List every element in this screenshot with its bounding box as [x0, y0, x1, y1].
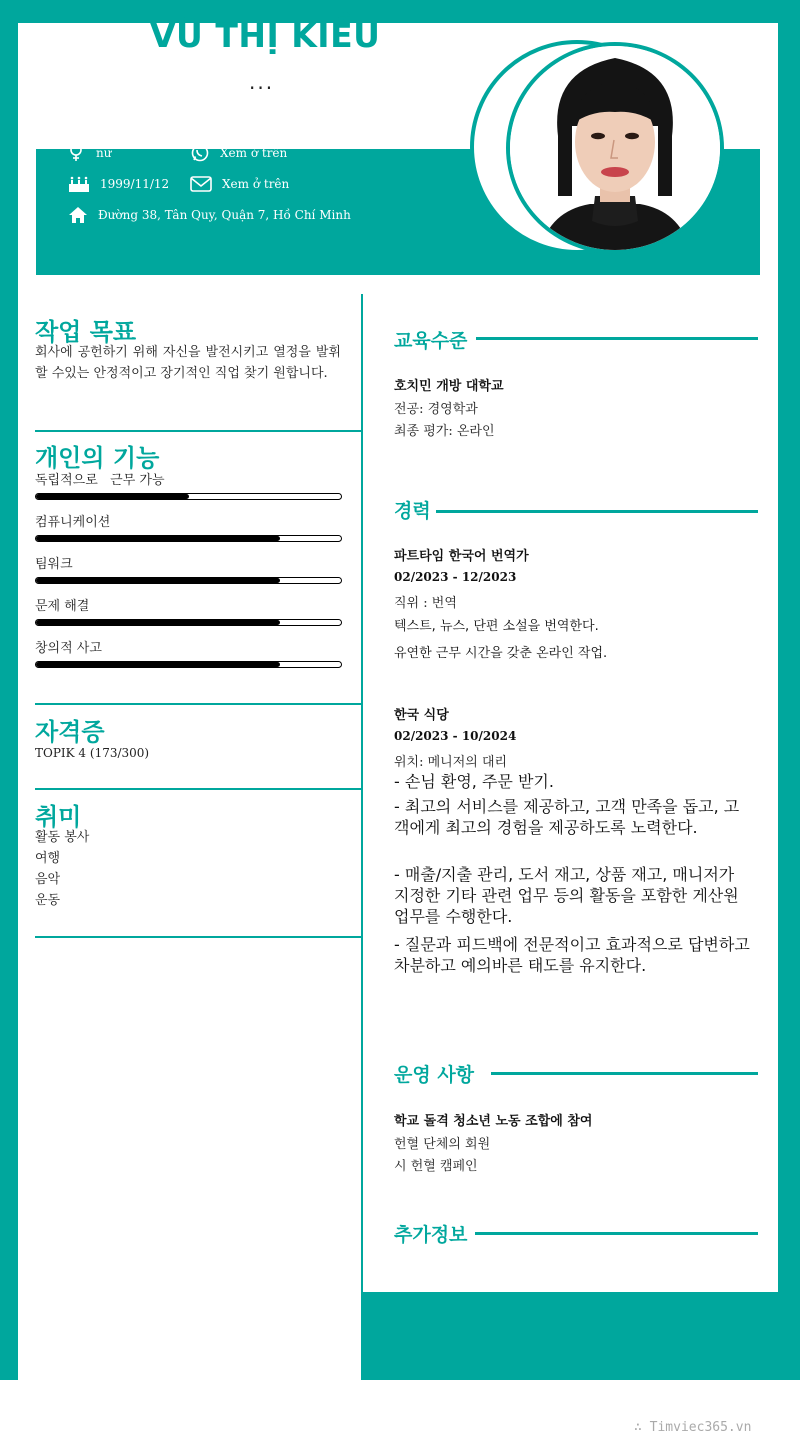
skill-bar-fill: [36, 578, 280, 583]
skill-bar: [35, 535, 342, 542]
certificates-title: 자격증: [35, 717, 105, 746]
education-major: 전공: 경영학과: [394, 402, 478, 417]
frame-bottom-right: [361, 1292, 800, 1380]
birthday-row: [68, 175, 169, 193]
skill-label: 컴퓨니케이션: [35, 515, 111, 530]
education-grade: 최종 평가: 온라인: [394, 424, 495, 439]
job-line: 유연한 근무 시간을 갖춘 온라인 작업.: [394, 646, 608, 661]
address-row: [68, 206, 351, 224]
name-subtitle: ...: [249, 70, 275, 94]
objective-text: 회사에 공헌하기 위해 자신을 발전시키고 열정을 발휘할 수있는 안정적이고 장기적인 직업 찾기 원합니다.: [35, 345, 341, 381]
hobby-item: 운동: [35, 893, 61, 908]
left-divider-3: [35, 788, 361, 790]
cake-icon: [68, 175, 90, 193]
frame-left: [0, 0, 18, 1380]
job-title: 파트타임 한국어 번역가: [394, 549, 529, 564]
portrait-image: [510, 46, 720, 250]
hobbies-title: 취미: [35, 802, 82, 831]
job-position: 위치: 메니저의 대리: [394, 755, 508, 770]
gender-icon: [68, 144, 86, 162]
objective-title: 작업 목표: [35, 317, 137, 346]
job-line: - 최고의 서비스를 제공하고, 고객 만족을 돕고, 고객에게 최고의 경험을 제공하도록 노력한다.: [394, 797, 740, 837]
skill-bar: [35, 661, 342, 668]
job-position: 직위 : 번역: [394, 596, 457, 611]
email-row: [190, 175, 289, 193]
experience-rule: [436, 510, 758, 513]
education-rule: [476, 337, 758, 340]
skill-bar: [35, 577, 342, 584]
job-line: 텍스트, 뉴스, 단편 소설을 번역한다.: [394, 619, 599, 634]
job-line: - 매출/지출 관리, 도서 재고, 상품 재고, 매니저가 지정한 기타 관련 업무 등의 활동을 포함한 게산원 업무를 수행한다.: [394, 865, 739, 926]
gender-row: [68, 144, 111, 162]
envelope-icon: [190, 175, 212, 193]
skill-bar-fill: [36, 536, 280, 541]
hobby-item: 여행: [35, 851, 61, 866]
education-title: 교육수준: [394, 330, 468, 352]
gender-value: nữ: [96, 146, 112, 160]
home-icon: [68, 206, 88, 224]
left-divider-4: [35, 936, 361, 938]
hobby-item: 음악: [35, 872, 61, 887]
candidate-name: VŨ THỊ KIỀU: [150, 16, 381, 55]
profile-photo: [506, 42, 724, 254]
left-divider-2: [35, 703, 361, 705]
additional-title: 추가정보: [394, 1224, 468, 1246]
experience-title: 경력: [394, 500, 431, 522]
activities-title: 운영 사항: [394, 1064, 475, 1086]
job-line: - 손님 환영, 주문 받기.: [394, 772, 554, 791]
additional-rule: [475, 1232, 758, 1235]
skills-title: 개인의 기능: [35, 443, 160, 472]
skill-bar: [35, 493, 342, 500]
email-value: Xem ở trên: [222, 177, 290, 191]
education-school: 호치민 개방 대학교: [394, 379, 504, 394]
left-divider-1: [35, 430, 361, 432]
watermark: ∴ Timviec365.vn: [634, 1420, 752, 1435]
job-period: 02/2023 - 10/2024: [394, 729, 517, 743]
address-value: Đường 38, Tân Quy, Quận 7, Hồ Chí Minh: [98, 208, 351, 222]
certificate-item: TOPIK 4 (173/300): [35, 746, 150, 760]
column-divider: [361, 294, 363, 1294]
activity-line: 헌혈 단체의 회원: [394, 1137, 491, 1152]
job-line: - 질문과 피드백에 전문적이고 효과적으로 답변하고 차분하고 예의바른 태도를 유지한다.: [394, 935, 750, 975]
job-period: 02/2023 - 12/2023: [394, 570, 517, 584]
phone-row: [190, 144, 287, 162]
skill-label: 창의적 사고: [35, 641, 102, 656]
activities-rule: [491, 1072, 758, 1075]
job-title: 한국 식당: [394, 708, 449, 723]
skill-bar: [35, 619, 342, 626]
skill-bar-fill: [36, 494, 189, 499]
skill-label: 팀워크: [35, 557, 73, 572]
skill-bar-fill: [36, 662, 280, 667]
birthday-value: 1999/11/12: [100, 177, 170, 191]
whatsapp-icon: [190, 144, 210, 162]
frame-top: [0, 0, 800, 23]
skill-label: 독립적으로 근무 가능: [35, 473, 165, 488]
skill-bar-fill: [36, 620, 280, 625]
activity-line: 시 헌혈 캠페인: [394, 1159, 478, 1174]
hobby-item: 활동 봉사: [35, 830, 90, 845]
activity-name: 학교 돌격 청소년 노동 조합에 참여: [394, 1114, 593, 1129]
frame-right: [778, 0, 800, 1380]
phone-value: Xem ở trên: [220, 146, 288, 160]
skill-label: 문제 해결: [35, 599, 90, 614]
